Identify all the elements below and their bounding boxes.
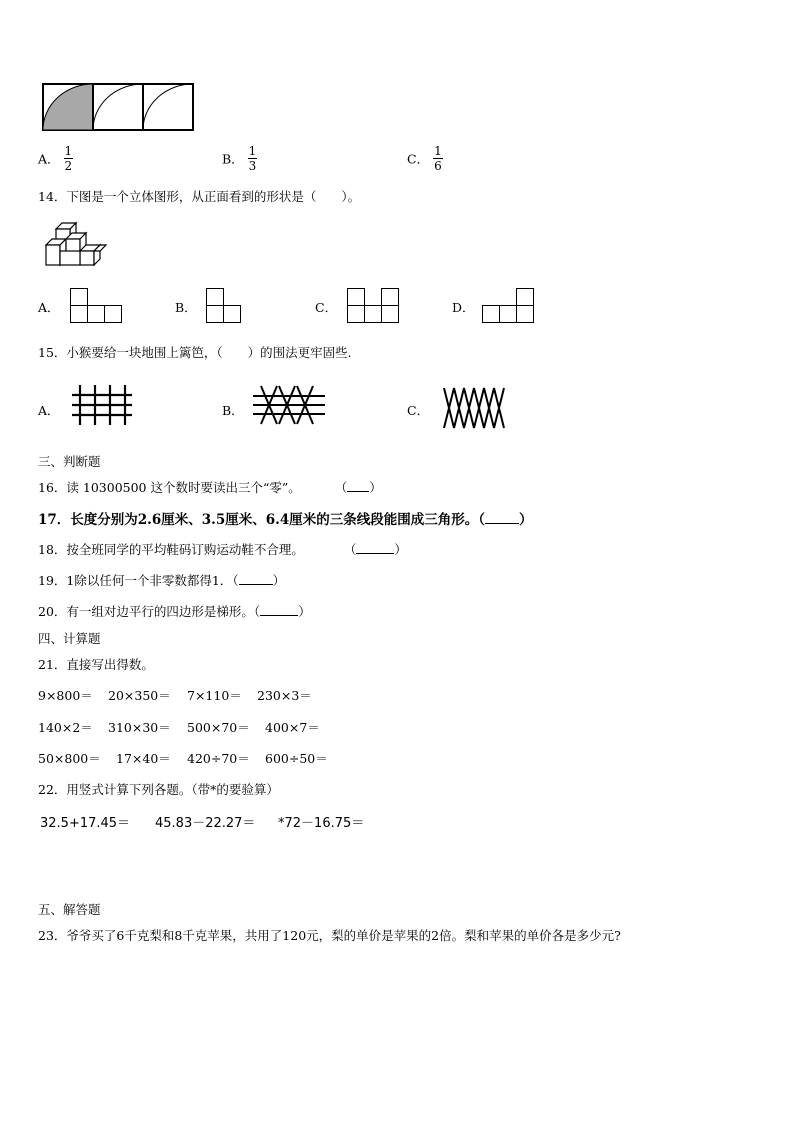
q14-option-d-shape[interactable] bbox=[482, 288, 534, 323]
option-letter: A． bbox=[38, 151, 60, 167]
calc-cell: 310×30＝ bbox=[108, 720, 171, 735]
numerator: 1 bbox=[434, 144, 442, 158]
answer-blank[interactable] bbox=[260, 603, 298, 616]
q18-open-paren: （ bbox=[343, 542, 357, 557]
q22-stem: 22．用竖式计算下列各题。（带*的要验算） bbox=[38, 782, 279, 797]
q23: 23．爷爷买了6千克梨和8千克苹果，共用了120元，梨的单价是苹果的2倍。梨和苹果的单价各是多少元? bbox=[38, 928, 621, 943]
answer-blank[interactable] bbox=[347, 479, 369, 492]
calc-cell: 20×350＝ bbox=[108, 688, 171, 703]
calc-cell: 400×7＝ bbox=[265, 720, 320, 735]
calc-cell: 230×3＝ bbox=[257, 688, 312, 703]
q14-option-a-shape[interactable] bbox=[70, 288, 122, 323]
answer-blank[interactable] bbox=[485, 511, 519, 524]
option-letter: B． bbox=[222, 151, 244, 167]
q17-open-paren: （ bbox=[478, 512, 485, 528]
fraction-figure bbox=[42, 83, 194, 131]
q14-option-b-label[interactable]: B． bbox=[175, 300, 197, 315]
q18 bbox=[38, 540, 407, 558]
calc-cell: 600÷50＝ bbox=[265, 751, 328, 766]
solid-figure bbox=[44, 221, 110, 267]
q17-close-paren: ） bbox=[519, 512, 533, 528]
q20-text: 20．有一组对边平行的四边形是梯形。 bbox=[38, 604, 254, 619]
q14-stem: 14．下图是一个立体图形，从正面看到的形状是（ ）。 bbox=[38, 189, 361, 204]
fraction bbox=[64, 144, 74, 173]
calc-cell: 17×40＝ bbox=[116, 751, 171, 766]
section-5-title: 五、解答题 bbox=[38, 902, 101, 917]
q21-stem: 21．直接写出得数。 bbox=[38, 657, 154, 672]
answer-blank[interactable] bbox=[356, 541, 394, 554]
numerator: 1 bbox=[64, 144, 73, 158]
calc-cell: 50×800＝ bbox=[38, 751, 101, 766]
fence-zigzag-icon[interactable] bbox=[444, 388, 506, 428]
section-3-title: 三、判断题 bbox=[38, 454, 101, 469]
q19-close-paren: ） bbox=[272, 573, 286, 588]
q16-open-paren: （ bbox=[334, 480, 348, 495]
q13-option-c[interactable] bbox=[407, 144, 443, 173]
q16 bbox=[38, 478, 382, 496]
option-letter: C． bbox=[407, 151, 430, 167]
q19 bbox=[38, 571, 285, 589]
calc-cell: 420÷70＝ bbox=[187, 751, 250, 766]
numerator: 1 bbox=[248, 144, 257, 158]
calc-cell: 7×110＝ bbox=[187, 688, 242, 703]
vertical-calc-item: 45.83－22.27＝ bbox=[155, 816, 256, 831]
q17 bbox=[38, 508, 533, 528]
q20-open-paren: （ bbox=[253, 604, 261, 619]
section-4-title: 四、计算题 bbox=[38, 631, 101, 646]
calc-cell: 140×2＝ bbox=[38, 720, 93, 735]
fence-cross-icon[interactable] bbox=[253, 386, 325, 424]
q14-option-b-shape[interactable] bbox=[206, 288, 241, 323]
q16-close-paren: ） bbox=[369, 480, 382, 495]
denominator: 3 bbox=[248, 159, 257, 173]
q20-close-paren: ） bbox=[298, 604, 311, 619]
q13-option-a[interactable] bbox=[38, 144, 73, 173]
q14-option-c-shape[interactable] bbox=[347, 288, 399, 323]
q17-text: 17．长度分别为2.6厘米、3.5厘米、6.4厘米的三条线段能围成三角形。 bbox=[38, 512, 479, 528]
answer-blank[interactable] bbox=[239, 572, 273, 585]
q15-option-c-label[interactable]: C． bbox=[407, 403, 430, 418]
fraction bbox=[248, 144, 258, 173]
calc-cell: 9×800＝ bbox=[38, 688, 93, 703]
q18-close-paren: ） bbox=[394, 542, 407, 557]
q16-text: 16．读 10300500 这个数时要读出三个“零”。 bbox=[38, 480, 301, 495]
q13-option-b[interactable] bbox=[222, 144, 257, 173]
vertical-calc-item: 32.5+17.45＝ bbox=[40, 816, 131, 831]
denominator: 6 bbox=[434, 159, 442, 173]
q18-text: 18．按全班同学的平均鞋码订购运动鞋不合理。 bbox=[38, 542, 304, 557]
q14-option-c-label[interactable]: C． bbox=[315, 300, 338, 315]
q14-option-d-label[interactable]: D． bbox=[452, 300, 475, 315]
q19-open-paren: （ bbox=[232, 573, 239, 588]
q19-text: 19．1除以任何一个非零数都得1． bbox=[38, 573, 233, 588]
vertical-calc-item: *72－16.75＝ bbox=[278, 816, 365, 831]
q14-option-a-label[interactable]: A． bbox=[38, 300, 60, 315]
q15-option-a-label[interactable]: A． bbox=[38, 403, 60, 418]
q15-option-b-label[interactable]: B． bbox=[222, 403, 244, 418]
q20 bbox=[38, 602, 311, 620]
fraction bbox=[433, 144, 443, 173]
calc-cell: 500×70＝ bbox=[187, 720, 250, 735]
denominator: 2 bbox=[64, 159, 73, 173]
fence-grid-icon[interactable] bbox=[70, 385, 134, 425]
q15-stem: 15．小猴要给一块地围上篱笆，（ ）的围法更牢固些. bbox=[38, 345, 352, 360]
